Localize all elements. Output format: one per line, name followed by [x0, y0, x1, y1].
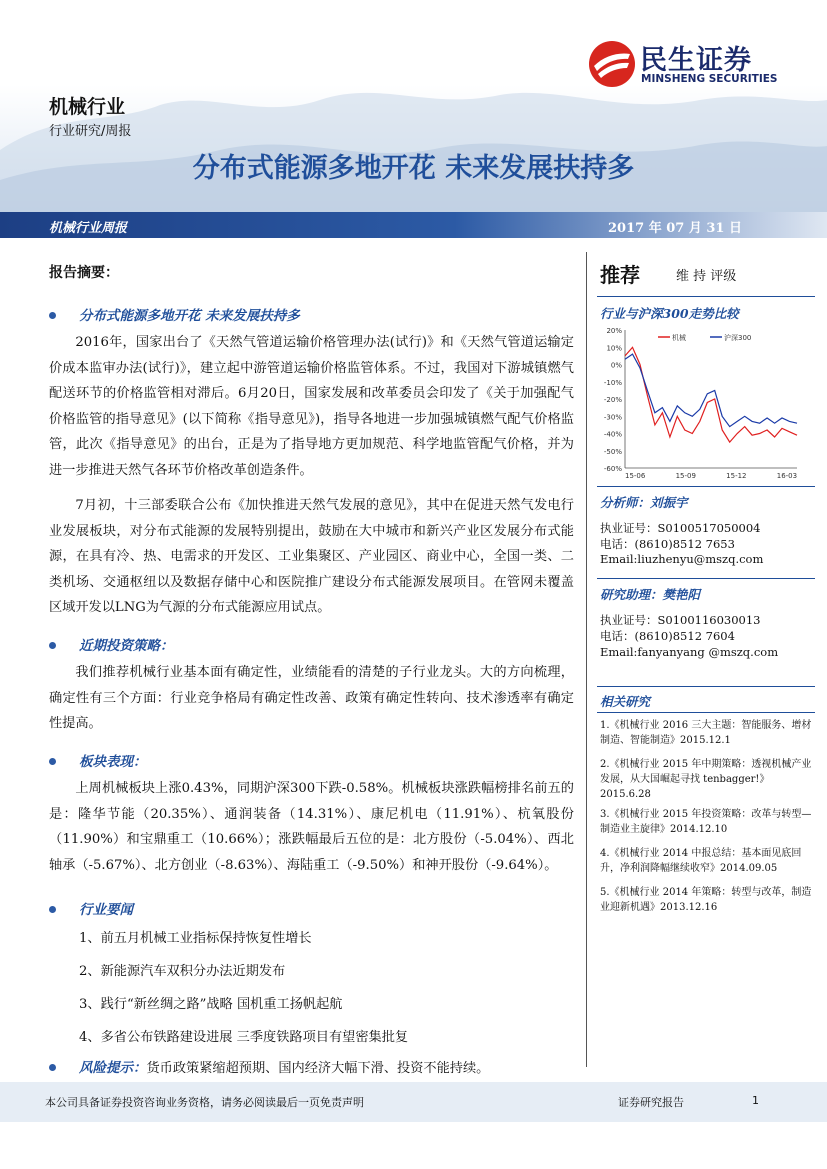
y-tick-label: -10%	[603, 378, 622, 387]
y-tick-label: 20%	[606, 327, 622, 335]
x-tick-label: 16-03	[776, 472, 798, 480]
related-title: 相关研究	[600, 694, 651, 709]
y-tick-label: -20%	[603, 396, 622, 404]
related-item[interactable]: 1.《机械行业 2016 三大主题：智能服务、增材制造、智能制造》2015.12.1	[600, 720, 812, 746]
y-tick-label: 0%	[610, 361, 622, 370]
divider-line	[597, 296, 815, 297]
risk-text: 货币政策紧缩超预期、国内经济大幅下滑、投资不能持续。	[146, 1061, 490, 1076]
y-tick-label: 10%	[606, 344, 622, 353]
bullet-icon	[49, 642, 56, 649]
section-sector-performance	[49, 752, 574, 878]
section-heading: 行业要闻	[79, 902, 133, 918]
divider-line	[597, 712, 815, 713]
paragraph: 上周机械板块上涨0.43%，同期沪深300下跌-0.58%。机械板块涨跌幅榜排名前五的是：隆华节能（20.35%）、通润装备（14.31%）、康尼机电（11.91%）、杭氧股份（11.90%）和宝鼎重工（10.66%）；涨跌幅最后五位的是：北方股份（-5.04%）、西北轴承（-5.67%）、北方创业（-8.63%）、海陆重工（-9.50%）和神开股份（-9.64%）。	[49, 781, 574, 873]
assistant-cert: 执业证号：S0100116030013	[600, 613, 761, 627]
footer-report-type: 证券研究报告	[618, 1096, 684, 1109]
page-number: 1	[752, 1094, 759, 1107]
news-item: 1、前五月机械工业指标保持恢复性增长	[79, 931, 312, 946]
related-item[interactable]: 5.《机械行业 2014 年策略：转型与改革，制造业迎新机遇》2013.12.16	[600, 887, 812, 913]
trend-chart	[598, 325, 803, 483]
analyst-phone: 电话：(8610)8512 7653	[600, 537, 735, 551]
section-heading: 板块表现：	[79, 754, 147, 770]
analyst-email[interactable]: Email:liuzhenyu@mszq.com	[600, 552, 764, 566]
paragraph: 我们推荐机械行业基本面有确定性，业绩能看的清楚的子行业龙头。大的方向梳理，确定性有三个方面：行业竞争格局有确定性改善、政策有确定性转向、技术渗透率有确定性提高。	[49, 665, 574, 731]
series-line-csi300	[625, 354, 797, 427]
related-item[interactable]: 3.《机械行业 2015 年投资策略：改革与转型—制造业主旋律》2014.12.10	[600, 809, 812, 835]
related-item[interactable]: 4.《机械行业 2014 中报总结：基本面见底回升，净利润降幅继续收窄》2014.09.05	[600, 848, 802, 874]
y-tick-label: -40%	[603, 430, 622, 439]
assistant-email[interactable]: Email:fanyanyang @mszq.com	[600, 645, 779, 659]
assistant-title: 研究助理：樊艳阳	[600, 587, 701, 602]
y-tick-label: -60%	[603, 465, 622, 473]
x-tick-label: 15-12	[726, 472, 747, 480]
brand-name-en: MINSHENG SECURITIES	[641, 73, 778, 85]
divider-line	[597, 486, 815, 487]
bullet-icon	[49, 758, 56, 765]
risk-heading: 风险提示：	[79, 1060, 147, 1076]
legend-label: 机械	[672, 334, 686, 342]
footer-disclaimer: 本公司具备证券投资咨询业务资格，请务必阅读最后一页免责声明	[45, 1096, 364, 1109]
assistant-phone: 电话：(8610)8512 7604	[600, 629, 735, 643]
column-divider	[586, 252, 587, 1067]
bullet-icon	[49, 312, 56, 319]
related-item[interactable]: 2.《机械行业 2015 年中期策略：透视机械产业发展，从大国崛起寻找 tenbagger!》2015.6.28	[600, 759, 812, 800]
y-tick-label: -50%	[603, 447, 622, 456]
report-type: 机械行业周报	[49, 221, 128, 236]
analyst-title: 分析师：刘振宇	[600, 495, 688, 510]
section-heading: 分布式能源多地开花 未来发展扶持多	[79, 308, 300, 324]
minsheng-logo-icon	[588, 40, 636, 88]
y-tick-label: -30%	[603, 413, 622, 422]
analyst-cert: 执业证号：S0100517050004	[600, 521, 761, 535]
report-category: 行业研究/周报	[49, 124, 132, 139]
section-risk	[49, 1058, 574, 1079]
report-date: 2017 年 07 月 31 日	[608, 221, 742, 236]
section-industry-news	[49, 900, 574, 1048]
brand-name-cn: 民生证券	[640, 45, 752, 76]
section-distributed-energy	[49, 306, 574, 621]
x-tick-label: 15-06	[625, 472, 646, 480]
page-title: 分布式能源多地开花 未来发展扶持多	[192, 153, 635, 184]
bullet-icon	[49, 1064, 56, 1071]
news-item: 2、新能源汽车双积分办法近期发布	[79, 964, 286, 979]
paragraph: 2016年，国家出台了《天然气管道运输价格管理办法(试行)》和《天然气管道运输定价成本监审办法(试行)》，建立起中游管道运输价格监管体系。不过，我国对下游城镇燃气配送环节的价格监管相对滞后。6月20日，国家发展和改革委员会印发了《关于加强配气价格监管的指导意见》(以下简称《指导意见》)，指导各地进一步加强城镇燃气配气价格监管，此次《指导意见》的出台，正是为了指导地方更加规范、科学地监管配气价格，并为进一步推进天然气各环节价格改革创造条件。	[49, 335, 574, 478]
legend-label: 沪深300	[724, 334, 752, 342]
bullet-icon	[49, 906, 56, 913]
divider-line	[597, 686, 815, 687]
x-tick-label: 15-09	[675, 472, 696, 480]
paragraph: 7月初，十三部委联合公布《加快推进天然气发展的意见》，其中在促进天然气发电行业发展板块，对分布式能源的发展特别提出，鼓励在大中城市和新兴产业区发展分布式能源，在具有冷、热、电需求的开发区、工业集聚区、产业园区、商业中心，全国一类、二类机场、交通枢纽以及数据存储中心和医院推广建设分布式能源发展项目。在管网未覆盖区域开发以LNG为气源的分布式能源应用试点。	[49, 498, 574, 615]
industry-label: 机械行业	[49, 96, 126, 118]
section-investment-strategy	[49, 636, 574, 737]
series-line-machinery	[625, 347, 797, 442]
abstract-label: 报告摘要：	[49, 265, 119, 281]
chart-title: 行业与沪深300走势比较	[600, 306, 739, 321]
section-heading: 近期投资策略：	[79, 638, 174, 654]
divider-line	[597, 578, 815, 579]
rating-note: 维 持 评级	[676, 269, 737, 284]
news-item: 4、多省公布铁路建设进展 三季度铁路项目有望密集批复	[79, 1030, 409, 1045]
rating: 推荐	[600, 263, 640, 287]
news-item: 3、践行“新丝绸之路”战略 国机重工扬帆起航	[79, 997, 343, 1012]
